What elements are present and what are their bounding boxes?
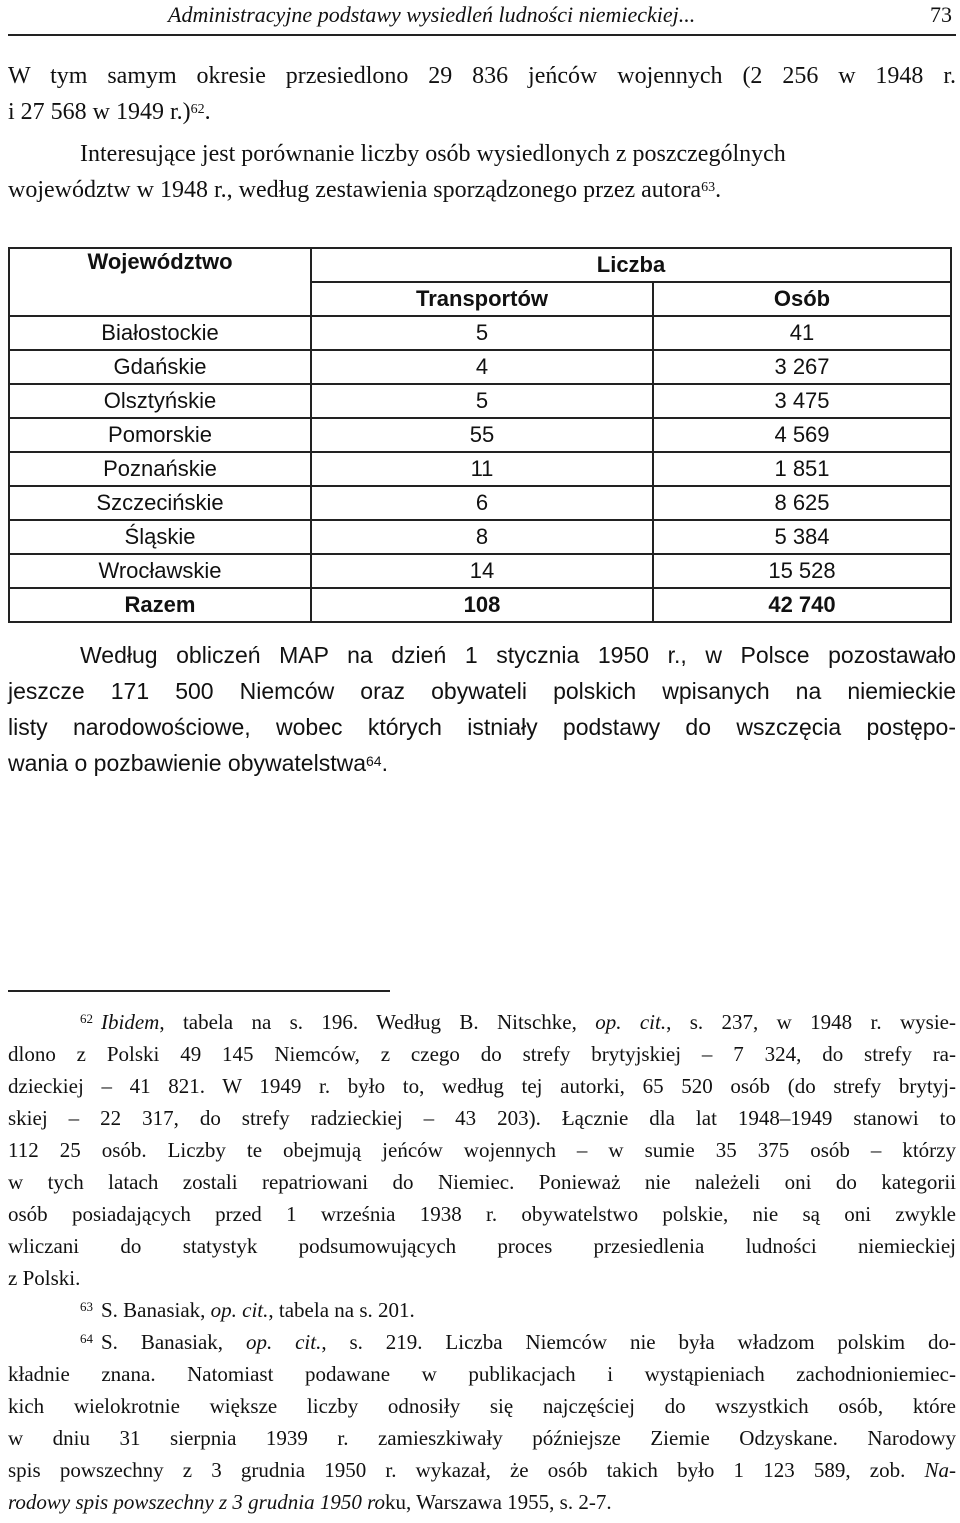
cell-transports: 5 (311, 384, 653, 418)
text-line: 112 25 osób. Liczby te obejmują jeńców wojennych – w sumie 35 375 osób – którzy (8, 1138, 956, 1162)
table-total-row (9, 588, 951, 622)
cell-transports: 4 (311, 350, 653, 384)
cell-region: Białostockie (9, 316, 311, 350)
page-header (8, 0, 956, 36)
cell-region: Wrocławskie (9, 554, 311, 588)
text-run: , s. 219. Liczba Niemców nie była władzom polskim do- (321, 1330, 956, 1354)
column-group-header: Liczba (311, 248, 951, 282)
text-run: . (715, 177, 722, 203)
cell-persons: 3 475 (653, 384, 951, 418)
text-run: Na- (924, 1458, 956, 1482)
footnote-separator (8, 990, 390, 992)
column-header-persons: Osób (653, 282, 951, 316)
cell-total-transports: 108 (311, 588, 653, 622)
table-row (9, 316, 951, 350)
cell-region: Gdańskie (9, 350, 311, 384)
text-run: S. Banasiak, (101, 1298, 211, 1322)
text-run: . (204, 99, 211, 125)
cell-persons: 1 851 (653, 452, 951, 486)
text-line (8, 1486, 956, 1518)
footnote-62 (8, 1006, 956, 1038)
text-run: województw w 1948 r., według zestawienia sporządzonego przez autora (8, 177, 702, 203)
text-line: jeszcze 171 500 Niemców oraz obywateli polskich wpisanych na niemieckie (8, 678, 956, 704)
table-row (9, 520, 951, 554)
text-line: osób posiadających przed 1 września 1938 r. obywatelstwo polskie, nie są oni zwykle (8, 1202, 956, 1226)
text-line: W tym samym okresie przesiedlono 29 836 jeńców wojennych (2 256 w 1948 r. (8, 63, 956, 89)
cell-region: Szczecińskie (9, 486, 311, 520)
cell-total-persons: 42 740 (653, 588, 951, 622)
text-run: . (381, 750, 388, 776)
paragraph-map-estimate (8, 637, 956, 781)
voivodeship-table (8, 247, 952, 623)
cell-region: Poznańskie (9, 452, 311, 486)
text-run: op. cit. (245, 1330, 322, 1354)
text-line: z Polski. (8, 1266, 81, 1290)
text-run: spis powszechny z 3 grudnia 1950 r. wykazał, że osób takich było 1 123 589, zob. (8, 1458, 925, 1482)
text-line: listy narodowościowe, wobec których istniały podstawy do wszczęcia postępo- (8, 714, 956, 740)
paragraph-prisoners (8, 58, 956, 130)
table-row (9, 384, 951, 418)
text-line: skiej – 22 317, do strefy radzieckiej – 43 203). Łącznie dla lat 1948–1949 stanowi to (8, 1106, 956, 1130)
footnote-ref-63[interactable]: 63 (701, 180, 716, 195)
text-line (8, 94, 956, 130)
text-line: kich wielokrotnie większe liczby odnosiły się najczęściej do wszystkich osób, które (8, 1394, 956, 1418)
footnote-number: 62 (80, 1011, 93, 1026)
text-run: S. Banasiak, (101, 1330, 246, 1354)
text-line: Interesujące jest porównanie liczby osób wysiedlonych z poszczególnych (80, 141, 786, 167)
cell-persons: 41 (653, 316, 951, 350)
text-run: , s. 237, w 1948 r. wysie- (666, 1010, 956, 1034)
text-line: Według obliczeń MAP na dzień 1 stycznia 1950 r., w Polsce pozostawało (80, 642, 956, 668)
text-run: op. cit. (595, 1010, 667, 1034)
text-run: i 27 568 w 1949 r.) (8, 99, 191, 125)
table-row (9, 452, 951, 486)
text-run: , tabela na s. 201. (268, 1298, 415, 1322)
cell-region: Olsztyńskie (9, 384, 311, 418)
text-run: wania o pozbawienie obywatelstwa (8, 750, 366, 776)
cell-transports: 5 (311, 316, 653, 350)
table-row (9, 350, 951, 384)
table-row (9, 418, 951, 452)
cell-region: Śląskie (9, 520, 311, 554)
running-title: Administracyjne podstawy wysiedleń ludności niemieckiej... (168, 2, 696, 27)
footnotes (8, 1006, 956, 1518)
footnote-63 (8, 1294, 956, 1326)
cell-persons: 15 528 (653, 554, 951, 588)
table-row (9, 554, 951, 588)
cell-transports: 6 (311, 486, 653, 520)
column-header-region: Województwo (9, 248, 311, 316)
page-number: 73 (930, 2, 952, 27)
footnote-number: 63 (80, 1299, 93, 1314)
cell-total-label: Razem (9, 588, 311, 622)
footnote-ref-62[interactable]: 62 (190, 102, 205, 117)
text-line: w tych latach zostali repatriowani do Niemiec. Ponieważ nie należeli oni do kategorii (8, 1170, 956, 1194)
text-run: op. cit. (210, 1298, 269, 1322)
cell-persons: 4 569 (653, 418, 951, 452)
text-line (8, 172, 956, 208)
table-header-row (9, 248, 951, 282)
text-run: , tabela na s. 196. Według B. Nitschke, (159, 1010, 596, 1034)
text-line: wliczani do statystyk podsumowujących proces przesiedlenia ludności niemieckiej (8, 1234, 956, 1258)
cell-region: Pomorskie (9, 418, 311, 452)
text-run: ku, Warszawa 1955, s. 2-7. (385, 1490, 612, 1514)
footnote-number: 64 (80, 1331, 93, 1346)
text-line: dzieckiej – 41 821. W 1949 r. było to, według tej autorki, 65 520 osób (do strefy brytyj- (8, 1074, 956, 1098)
text-line: kładnie znana. Natomiast podawane w publikacjach i wystąpieniach zachodnioniemiec- (8, 1362, 956, 1386)
cell-transports: 14 (311, 554, 653, 588)
cell-transports: 8 (311, 520, 653, 554)
footnote-64 (8, 1326, 956, 1358)
cell-transports: 11 (311, 452, 653, 486)
column-header-transports: Transportów (311, 282, 653, 316)
cell-persons: 8 625 (653, 486, 951, 520)
text-line (8, 745, 956, 781)
text-run: Ibidem (101, 1010, 160, 1034)
text-run: rodowy spis powszechny z 3 grudnia 1950 ro (8, 1490, 386, 1514)
cell-persons: 3 267 (653, 350, 951, 384)
cell-persons: 5 384 (653, 520, 951, 554)
paragraph-comparison (8, 136, 956, 208)
text-line: dlono z Polski 49 145 Niemców, z czego do strefy brytyjskiej – 7 324, do strefy ra- (8, 1042, 956, 1066)
text-line: w dniu 31 sierpnia 1939 r. zamieszkiwały późniejsze Ziemie Odzyskane. Narodowy (8, 1426, 956, 1450)
text-line (8, 1454, 956, 1486)
table-row (9, 486, 951, 520)
footnote-ref-64[interactable]: 64 (366, 753, 382, 769)
cell-transports: 55 (311, 418, 653, 452)
